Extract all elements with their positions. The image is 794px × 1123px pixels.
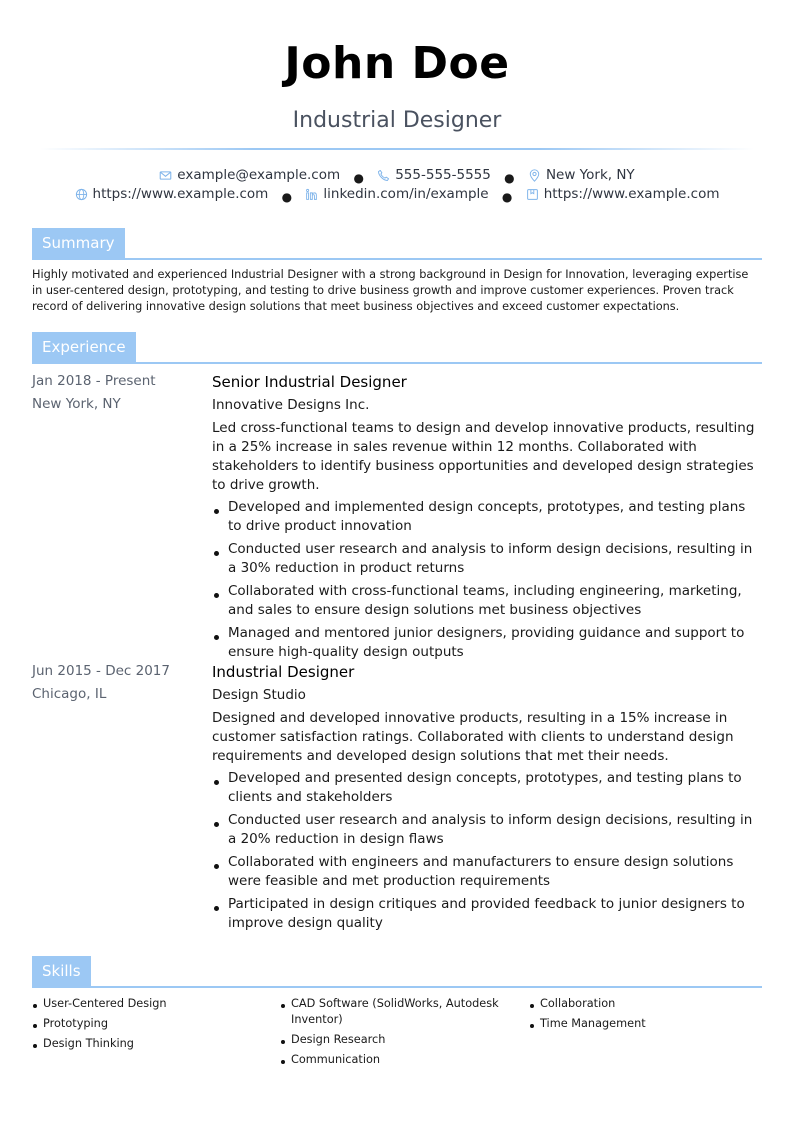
job-location: Chicago, IL — [32, 686, 107, 702]
job-bullet: Collaborated with cross-functional teams, including engineering, marketing, and sales to ensure design solutions met business objectives — [212, 582, 763, 620]
skills-column — [280, 996, 512, 1072]
job-role: Senior Industrial Designer — [212, 373, 407, 391]
section-title-skills: Skills — [32, 956, 91, 986]
section-rule — [32, 258, 762, 260]
summary-text: Highly motivated and experienced Industrial Designer with a strong background in Design for Innovation, leveraging expertise in user-centered design, prototyping, and testing to drive business growth and improve customer experiences. Proven track record of delivering innovative design solutions that meet business objectives and exceed customer expectations. — [32, 268, 749, 314]
contact-website[interactable] — [75, 185, 269, 203]
job-details — [212, 662, 763, 937]
phone-icon — [377, 169, 390, 182]
skill-item: CAD Software (SolidWorks, Autodesk Inventor) — [280, 996, 512, 1028]
section-rule — [32, 362, 762, 364]
job-role: Industrial Designer — [212, 663, 355, 681]
contact-linkedin-text: linkedin.com/in/example — [323, 186, 489, 202]
job-bullet: Developed and presented design concepts, prototypes, and testing plans to clients and stakeholders — [212, 769, 763, 807]
job-company: Innovative Designs Inc. — [212, 397, 370, 413]
skill-item: Design Thinking — [32, 1036, 272, 1052]
job-company: Design Studio — [212, 687, 306, 703]
contact-portfolio[interactable] — [526, 185, 720, 203]
job-location: New York, NY — [32, 396, 121, 412]
linkedin-icon — [305, 188, 318, 201]
job-bullet: Conducted user research and analysis to inform design decisions, resulting in a 30% reduction in product returns — [212, 540, 763, 578]
contact-phone-text: 555-555-5555 — [395, 167, 491, 183]
contact-email-text: example@example.com — [177, 167, 341, 183]
skill-item: Communication — [280, 1052, 512, 1068]
skill-item: Collaboration — [529, 996, 759, 1012]
contact-row-secondary — [0, 185, 794, 206]
job-dates: Jun 2015 - Dec 2017 — [32, 663, 170, 679]
contact-phone[interactable] — [377, 166, 491, 184]
section-rule — [32, 986, 762, 988]
contact-separator: ● — [281, 189, 293, 204]
globe-icon — [75, 188, 88, 201]
contact-email[interactable] — [159, 166, 340, 184]
job-description: Led cross-functional teams to design and develop innovative products, resulting in a 25% increase in sales revenue within 12 months. Collaborated with stakeholders to identify business opportunities and developed design strategies to drive growth. — [212, 420, 755, 493]
contact-row-primary — [0, 166, 794, 187]
skills-column — [32, 996, 272, 1056]
skill-item: Prototyping — [32, 1016, 272, 1032]
job-bullets — [212, 769, 763, 933]
candidate-name: John Doe — [284, 38, 510, 89]
contact-linkedin[interactable] — [305, 185, 488, 203]
section-title-experience: Experience — [32, 332, 136, 362]
skill-item: Time Management — [529, 1016, 759, 1032]
skill-item: User-Centered Design — [32, 996, 272, 1012]
contact-location-text: New York, NY — [545, 167, 635, 183]
job-title: Industrial Designer — [292, 108, 502, 133]
job-bullet: Developed and implemented design concepts, prototypes, and testing plans to drive product innovation — [212, 498, 763, 536]
portfolio-icon — [526, 188, 539, 201]
job-bullet: Participated in design critiques and provided feedback to junior designers to improve design quality — [212, 895, 763, 933]
map-pin-icon — [528, 169, 541, 182]
contact-separator: ● — [504, 170, 515, 185]
header-divider — [40, 148, 754, 150]
envelope-icon — [159, 169, 172, 182]
job-bullets — [212, 498, 763, 662]
summary-section-header — [32, 228, 762, 260]
contact-portfolio-text: https://www.example.com — [543, 186, 720, 202]
job-details — [212, 372, 763, 666]
contact-website-text: https://www.example.com — [92, 186, 269, 202]
experience-section-header — [32, 332, 762, 364]
job-bullet: Conducted user research and analysis to inform design decisions, resulting in a 20% reduction in design flaws — [212, 811, 763, 849]
contact-location — [528, 166, 635, 184]
contact-separator: ● — [501, 189, 513, 204]
job-bullet: Collaborated with engineers and manufacturers to ensure design solutions were feasible and met production requirements — [212, 853, 763, 891]
section-title-summary: Summary — [32, 228, 125, 258]
contact-separator: ● — [353, 170, 364, 185]
job-description: Designed and developed innovative products, resulting in a 15% increase in customer satisfaction ratings. Collaborated with clients to understand design requirements and developed design solutions that met their needs. — [212, 710, 734, 764]
job-dates: Jan 2018 - Present — [32, 373, 156, 389]
skills-column — [529, 996, 759, 1036]
skills-section-header — [32, 956, 762, 988]
skill-item: Design Research — [280, 1032, 512, 1048]
job-bullet: Managed and mentored junior designers, providing guidance and support to ensure high-quality design outputs — [212, 624, 763, 662]
